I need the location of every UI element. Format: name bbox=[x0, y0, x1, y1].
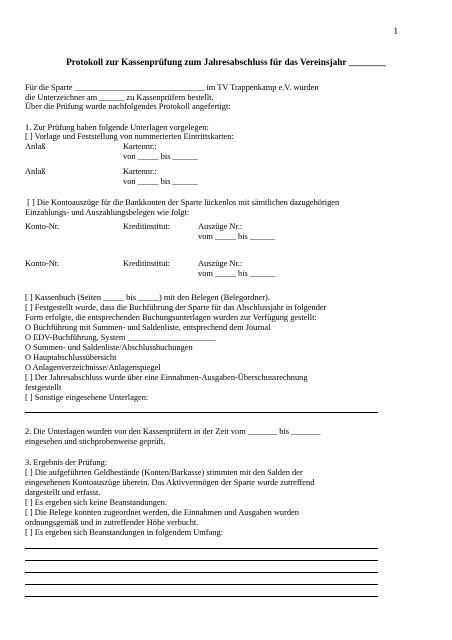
result-3-line-1: [ ] Die Belege konnten zugeordnet werden, die Einnahmen und Ausgaben wurden bbox=[25, 508, 299, 517]
intro-line-2: die Unterzeichner am ______ zu Kassenprüfern bestellt. bbox=[25, 93, 214, 102]
vom-bis-2: vom _____ bis ______ bbox=[198, 269, 276, 278]
anlass-label-1: Anlaß bbox=[25, 142, 46, 151]
result-1-line-3: dargestellt und erfasst. bbox=[25, 488, 101, 497]
festgestellt-line-2: Form erfolgte, die entsprechenden Buchungsunterlagen wurden zur Verfügung gestellt: bbox=[25, 313, 317, 322]
blank-line bbox=[25, 584, 378, 585]
kontoauszuege-line-2: Einzahlungs- und Auszahlungsbelegen wie folgt: bbox=[25, 208, 190, 217]
page-number: 1 bbox=[393, 26, 398, 36]
result-4-line: [ ] Es ergeben sich Beanstandungen in folgendem Umfang: bbox=[25, 528, 223, 537]
blank-line bbox=[25, 572, 378, 573]
auszuege-label-2: Auszüge Nr.: bbox=[198, 259, 243, 268]
option-hauptabschluss: O Hauptabschlussübersicht bbox=[25, 353, 117, 362]
vom-bis-1: vom _____ bis ______ bbox=[198, 232, 276, 241]
anlass-label-2: Anlaß bbox=[25, 167, 46, 176]
blank-line bbox=[25, 412, 378, 413]
intro-line-1: Für die Sparte _______________________________ im TV Trappenkamp e.V. wurden bbox=[25, 83, 319, 92]
option-summen-salden: O Buchführung mit Summen- und Saldenliste, entsprechend dem Journal bbox=[25, 323, 271, 332]
kreditinstitut-label-1: Kreditinstitut: bbox=[123, 222, 170, 231]
auszuege-label-1: Auszüge Nr.: bbox=[198, 222, 243, 231]
result-1-line-2: eingesehenen Kontoauszüge überein. Das Aktivvermögen der Sparte wurde zutreffend bbox=[25, 478, 315, 487]
result-1-line-1: [ ] Die aufgeführten Geldbestände (Konten/Barkasse) stimmten mit den Salden der bbox=[25, 468, 303, 477]
kassenbuch-line: [ ] Kassenbuch (Seiten _____ bis _____) mit den Belegen (Belegordner). bbox=[25, 293, 270, 302]
section-2-line-1: 2. Die Unterlagen wurden von den Kassenprüfern in der Zeit vom _______ bis _______ bbox=[25, 427, 321, 436]
jahresabschluss-line-2: festgestellt bbox=[25, 383, 62, 392]
konto-nr-label-2: Konto-Nr. bbox=[25, 259, 60, 268]
sonstige-line: [ ] Sonstige eingesehene Unterlagen: bbox=[25, 393, 149, 402]
konto-nr-label-1: Konto-Nr. bbox=[25, 222, 60, 231]
kontoauszuege-line-1: [ ] Die Kontoauszüge für die Bankkonten der Sparte lückenlos mit sämtlichen dazugehörigen bbox=[25, 198, 340, 207]
option-edv: O EDV-Buchführung, System _____________________ bbox=[25, 333, 216, 342]
jahresabschluss-line-1: [ ] Der Jahresabschluss wurde über eine Einnahmen-Ausgaben-Überschussrechnung bbox=[25, 373, 308, 382]
von-bis-2: von _____ bis ______ bbox=[123, 177, 198, 186]
result-3-line-2: ordnungsgemäß und in zutreffender Höhe verbucht. bbox=[25, 518, 199, 527]
item-eintrittskarten: [ ] Vorlage und Feststellung von nummerierten Eintrittskarten: bbox=[25, 132, 234, 141]
kartennr-label-2: Kartennr.: bbox=[123, 167, 157, 176]
option-anlagen: O Anlagenverzeichnisse/Anlagenspiegel bbox=[25, 363, 161, 372]
option-abschlussbuchungen: O Summen- und Saldenliste/Abschlussbuchungen bbox=[25, 343, 193, 352]
von-bis-1: von _____ bis ______ bbox=[123, 152, 198, 161]
result-2-line: [ ] Es ergeben sich keine Beanstandungen. bbox=[25, 498, 167, 507]
blank-line bbox=[25, 560, 378, 561]
blank-line bbox=[25, 596, 378, 597]
document-title: Protokoll zur Kassenprüfung zum Jahresabschluss für das Vereinsjahr ________ bbox=[66, 58, 386, 68]
kartennr-label-1: Kartennr.: bbox=[123, 142, 157, 151]
blank-line bbox=[25, 548, 378, 549]
section-3-heading: 3. Ergebnis der Prüfung: bbox=[25, 458, 108, 467]
festgestellt-line-1: [ ] Festgestellt wurde, dass die Buchführung der Sparte für das Abschlussjahr in folgender bbox=[25, 303, 327, 312]
intro-line-3: Über die Prüfung wurde nachfolgendes Protokoll angefertigt: bbox=[25, 102, 231, 111]
kreditinstitut-label-2: Kreditinstitut: bbox=[123, 259, 170, 268]
section-1-heading: 1. Zur Prüfung haben folgende Unterlagen vorgelegen: bbox=[25, 123, 209, 132]
section-2-line-2: eingesehen und stichprobenweise geprüft. bbox=[25, 437, 166, 446]
